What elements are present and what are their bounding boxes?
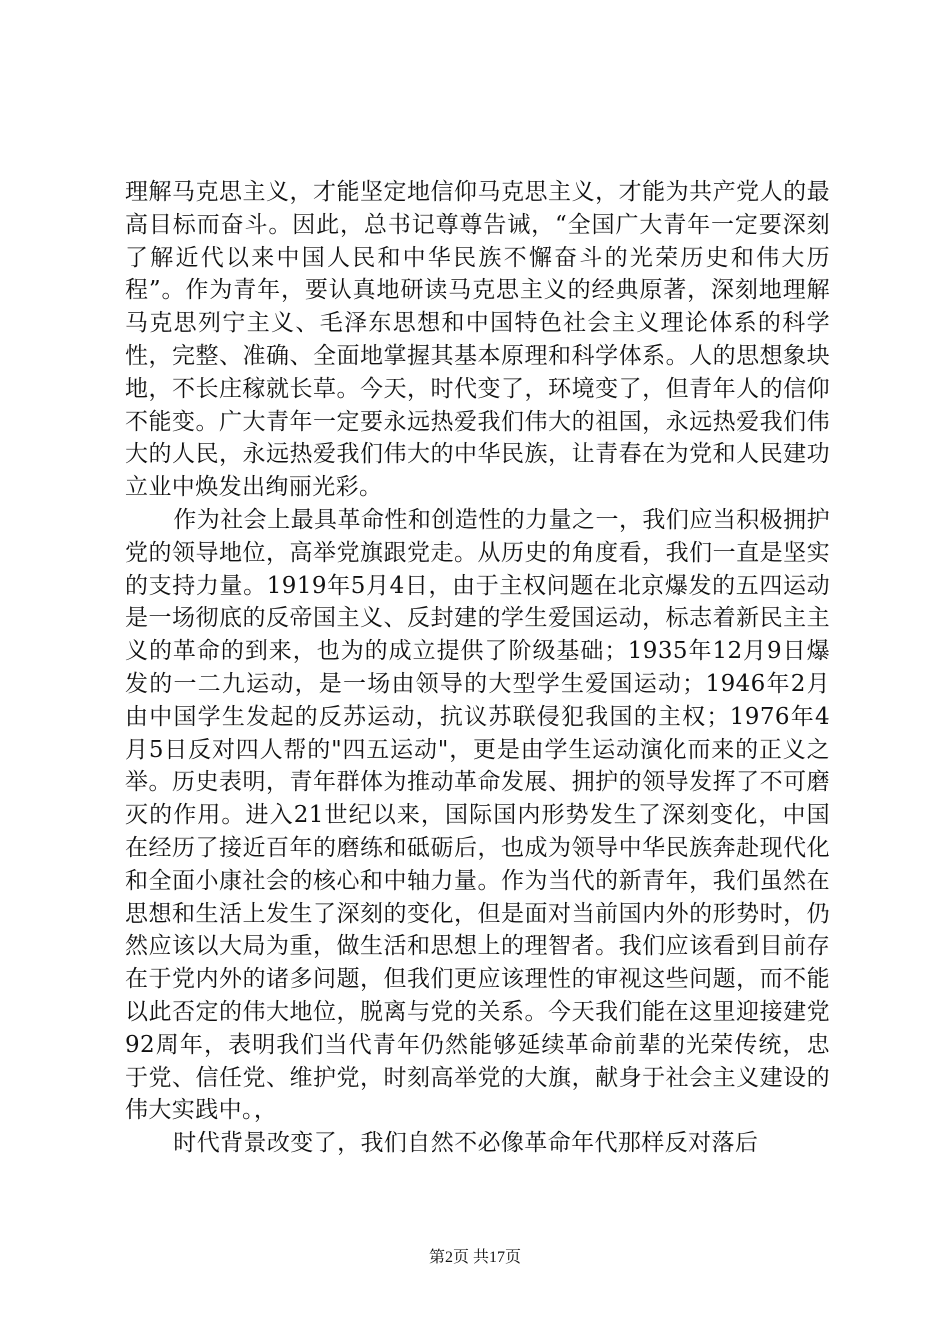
paragraph-3: 时代背景改变了，我们自然不必像革命年代那样反对落后	[173, 1130, 759, 1157]
page-footer	[0, 1244, 950, 1267]
paragraph-2: 作为社会上最具革命性和创造性的力量之一，我们应当积极拥护党的领导地位，高举党旗跟党走。从历史的角度看，我们一直是坚实的支持力量。1919年5月4日，由于主权问题在北京爆发的五四运动是一场彻底的反帝国主义、反封建的学生爱国运动，标志着新民主主义的革命的到来，也为的成立提供了阶级基础；1935年12月9日爆发的一二九运动，是一场由领导的大型学生爱国运动；1946年2月由中国学生发起的反苏运动，抗议苏联侵犯我国的主权；1976年4月5日反对四人帮的"四五运动"，更是由学生运动演化而来的正义之举。历史表明，青年群体为推动革命发展、拥护的领导发挥了不可磨灭的作用。进入21世纪以来，国际国内形势发生了深刻变化，中国在经历了接近百年的磨练和砥砺后，也成为领导中华民族奔赴现代化和全面小康社会的核心和中轴力量。作为当代的新青年，我们虽然在思想和生活上发生了深刻的变化，但是面对当前国内外的形势时，仍然应该以大局为重，做生活和思想上的理智者。我们应该看到目前存在于党内外的诸多问题，但我们更应该理性的审视这些问题，而不能以此否定的伟大地位，脱离与党的关系。今天我们能在这里迎接建党92周年，表明我们当代青年仍然能够延续革命前辈的光荣传统，忠于党、信任党、维护党，时刻高举党的大旗，献身于社会主义建设的伟大实践中。，	[125, 506, 830, 1124]
page-number-label: 第2页 共17页	[428, 1249, 521, 1266]
document-body	[125, 176, 830, 1160]
paragraph-1: 理解马克思主义，才能坚定地信仰马克思主义，才能为共产党人的最高目标而奋斗。因此，总书记尊尊告诫，“全国广大青年一定要深刻了解近代以来中国人民和中华民族不懈奋斗的光荣历史和伟大历程”。作为青年，要认真地研读马克思主义的经典原著，深刻地理解马克思列宁主义、毛泽东思想和中国特色社会主义理论体系的科学性，完整、准确、全面地掌握其基本原理和科学体系。人的思想象块地，不长庄稼就长草。今天，时代变了，环境变了，但青年人的信仰不能变。广大青年一定要永远热爱我们伟大的祖国，永远热爱我们伟大的人民，永远热爱我们伟大的中华民族，让青春在为党和人民建功立业中焕发出绚丽光彩。	[125, 179, 830, 501]
